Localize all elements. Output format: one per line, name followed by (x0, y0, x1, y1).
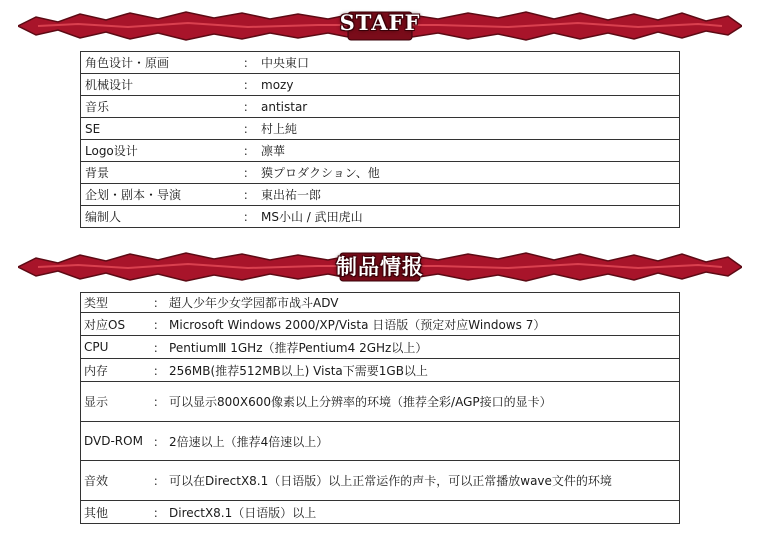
separator: ： (148, 336, 165, 359)
separator: ： (235, 206, 257, 228)
row-value: 可以在DirectX8.1（日语版）以上正常运作的声卡，可以正常播放wave文件的环境 (165, 461, 679, 501)
row-label: 其他 (81, 501, 149, 524)
table-row (81, 74, 680, 96)
separator: ： (235, 162, 257, 184)
row-label: Logo设计 (81, 140, 236, 162)
separator: ： (148, 313, 165, 336)
separator: ： (235, 74, 257, 96)
row-value: MS小山 / 武田虎山 (257, 206, 680, 228)
separator: ： (148, 382, 165, 422)
row-label: DVD-ROM (81, 422, 149, 461)
separator: ： (235, 118, 257, 140)
table-row (81, 96, 680, 118)
product-banner (18, 249, 742, 285)
separator: ： (148, 359, 165, 382)
row-label: 对应OS (81, 313, 149, 336)
separator: ： (148, 501, 165, 524)
row-value: 256MB(推荐512MB以上) Vista下需要1GB以上 (165, 359, 679, 382)
separator: ： (148, 461, 165, 501)
row-value: Microsoft Windows 2000/XP/Vista 日语版（预定对应Windows 7） (165, 313, 679, 336)
row-label: 角色设计・原画 (81, 52, 236, 74)
table-row (81, 118, 680, 140)
row-label: 类型 (81, 293, 149, 313)
row-label: 编制人 (81, 206, 236, 228)
row-value: 可以显示800X600像素以上分辨率的环境（推荐全彩/AGP接口的显卡） (165, 382, 679, 422)
staff-table (80, 51, 680, 228)
row-value: antistar (257, 96, 680, 118)
separator: ： (148, 422, 165, 461)
row-label: 机械设计 (81, 74, 236, 96)
staff-title: STAFF (339, 10, 421, 35)
table-row (81, 501, 680, 524)
table-row (81, 206, 680, 228)
table-row (81, 461, 680, 501)
row-value: 2倍速以上（推荐4倍速以上） (165, 422, 679, 461)
table-row (81, 162, 680, 184)
row-value: PentiumⅢ 1GHz（推荐Pentium4 2GHz以上） (165, 336, 679, 359)
row-value: 村上純 (257, 118, 680, 140)
row-value: mozy (257, 74, 680, 96)
row-label: CPU (81, 336, 149, 359)
table-row (81, 313, 680, 336)
separator: ： (235, 184, 257, 206)
separator: ： (148, 293, 165, 313)
row-value: 東出祐一郎 (257, 184, 680, 206)
row-label: 内存 (81, 359, 149, 382)
separator: ： (235, 140, 257, 162)
table-row (81, 382, 680, 422)
table-row (81, 52, 680, 74)
table-row (81, 359, 680, 382)
product-title: 制品情报 (336, 254, 424, 279)
row-value: 獏プロダクション、他 (257, 162, 680, 184)
product-table (80, 292, 680, 524)
table-row (81, 422, 680, 461)
row-value: DirectX8.1（日语版）以上 (165, 501, 679, 524)
staff-banner (18, 8, 742, 44)
table-row (81, 336, 680, 359)
row-label: 背景 (81, 162, 236, 184)
row-label: 企划・剧本・导演 (81, 184, 236, 206)
table-row (81, 293, 680, 313)
table-row (81, 140, 680, 162)
row-label: 显示 (81, 382, 149, 422)
row-value: 中央東口 (257, 52, 680, 74)
table-row (81, 184, 680, 206)
row-value: 超人少年少女学园都市战斗ADV (165, 293, 679, 313)
row-label: 音乐 (81, 96, 236, 118)
row-value: 凛華 (257, 140, 680, 162)
separator: ： (235, 52, 257, 74)
row-label: 音效 (81, 461, 149, 501)
separator: ： (235, 96, 257, 118)
row-label: SE (81, 118, 236, 140)
